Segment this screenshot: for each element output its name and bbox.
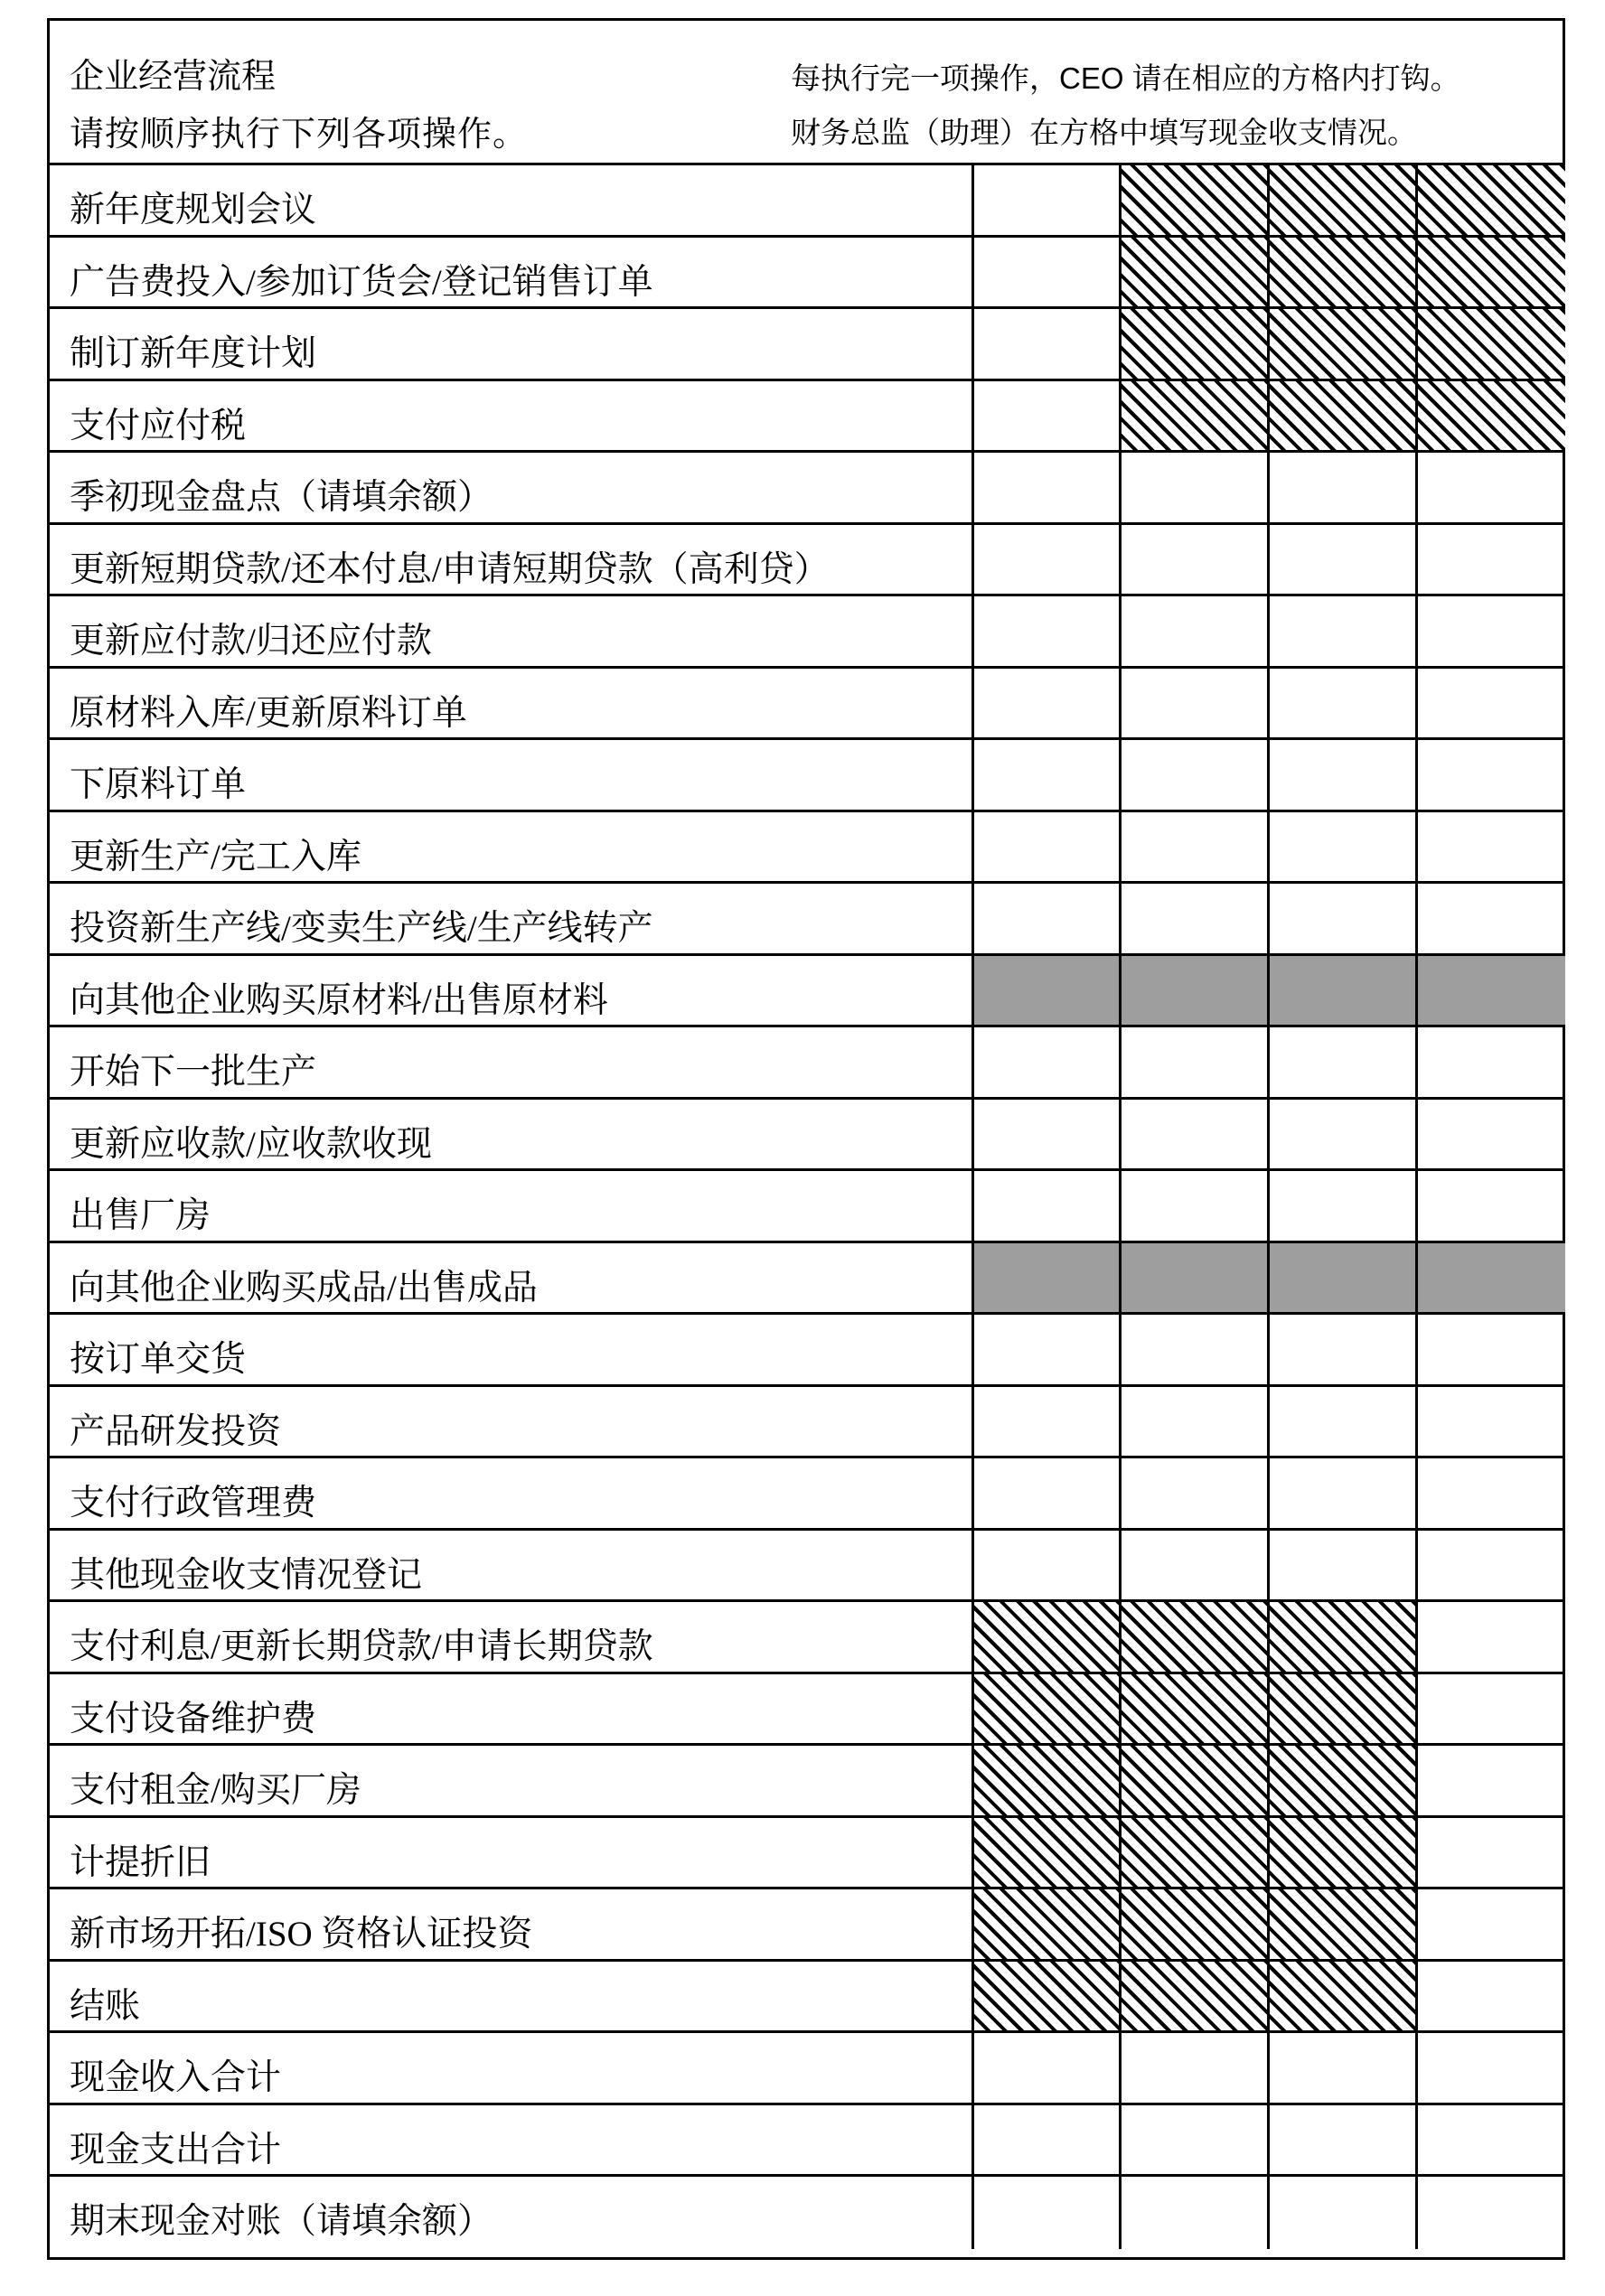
check-cell[interactable] (971, 884, 1119, 953)
hatched-cell (971, 1962, 1119, 2031)
check-cell[interactable] (1119, 2105, 1267, 2175)
shaded-cell (971, 956, 1119, 1026)
hatched-cell (1119, 238, 1267, 307)
check-cell[interactable] (971, 669, 1119, 738)
hatched-cell (1119, 1962, 1267, 2031)
check-cell[interactable] (1415, 525, 1565, 595)
operation-label: 新市场开拓/ISO 资格认证投资 (70, 1915, 533, 1954)
check-cell[interactable] (971, 2177, 1119, 2249)
hatched-cell (1119, 1818, 1267, 1888)
check-cell[interactable] (1267, 1387, 1415, 1457)
check-cell[interactable] (971, 1315, 1119, 1384)
hatched-cell (1119, 1674, 1267, 1744)
operation-label: 支付行政管理费 (70, 1484, 317, 1523)
check-cell[interactable] (1267, 669, 1415, 738)
check-cell[interactable] (1267, 1531, 1415, 1600)
hatched-cell (1267, 238, 1415, 307)
table-row (50, 1962, 1563, 2034)
table-row (50, 2105, 1563, 2178)
sheet-header (50, 21, 1563, 165)
check-cell[interactable] (1119, 525, 1267, 595)
check-cell[interactable] (1267, 2033, 1415, 2103)
hatched-cell (1119, 309, 1267, 379)
table-row (50, 1818, 1563, 1890)
check-cell[interactable] (971, 1100, 1119, 1169)
hatched-cell (1267, 165, 1415, 235)
check-cell[interactable] (1415, 1818, 1565, 1888)
operation-label: 出售厂房 (70, 1196, 211, 1235)
check-cell[interactable] (1415, 1889, 1565, 1959)
check-cell[interactable] (1415, 1962, 1565, 2031)
check-cell[interactable] (1415, 1746, 1565, 1815)
operation-label: 其他现金收支情况登记 (70, 1555, 423, 1595)
check-cell[interactable] (971, 381, 1119, 451)
check-cell[interactable] (1415, 1387, 1565, 1457)
check-cell[interactable] (1415, 596, 1565, 666)
table-row (50, 956, 1563, 1028)
check-cell[interactable] (1119, 2033, 1267, 2103)
operation-label: 支付利息/更新长期贷款/申请长期贷款 (70, 1627, 653, 1666)
check-cell[interactable] (1119, 453, 1267, 522)
shaded-cell (1267, 1243, 1415, 1313)
check-cell[interactable] (1119, 1171, 1267, 1241)
check-cell[interactable] (1415, 740, 1565, 810)
table-row (50, 1171, 1563, 1243)
operation-label: 下原料订单 (70, 765, 247, 804)
operation-label: 期末现金对账（请填余额） (70, 2202, 493, 2241)
check-cell[interactable] (1415, 1100, 1565, 1169)
table-row (50, 1602, 1563, 1674)
check-cell[interactable] (1267, 1458, 1415, 1528)
check-cell[interactable] (1119, 1387, 1267, 1457)
operation-label: 支付租金/购买厂房 (70, 1771, 361, 1810)
shaded-cell (1267, 956, 1415, 1026)
check-cell[interactable] (1267, 1315, 1415, 1384)
operations-checklist-sheet (47, 18, 1565, 2260)
check-cell[interactable] (1119, 1458, 1267, 1528)
check-cell[interactable] (1415, 453, 1565, 522)
table-row (50, 309, 1563, 381)
shaded-cell (971, 1243, 1119, 1313)
table-row (50, 2177, 1563, 2249)
check-cell[interactable] (1267, 812, 1415, 882)
check-cell[interactable] (1119, 1315, 1267, 1384)
operation-label: 向其他企业购买成品/出售成品 (70, 1268, 538, 1307)
hatched-cell (1267, 309, 1415, 379)
check-cell[interactable] (971, 1027, 1119, 1097)
operation-label: 支付应付税 (70, 406, 247, 445)
check-cell[interactable] (1415, 1315, 1565, 1384)
check-cell[interactable] (1267, 884, 1415, 953)
check-cell[interactable] (1267, 525, 1415, 595)
operation-label: 更新短期贷款/还本付息/申请短期贷款（高利贷） (70, 549, 830, 589)
check-cell[interactable] (1119, 1100, 1267, 1169)
check-cell[interactable] (971, 2105, 1119, 2175)
check-cell[interactable] (971, 596, 1119, 666)
check-cell[interactable] (1415, 1531, 1565, 1600)
hatched-cell (1267, 1962, 1415, 2031)
hatched-cell (1267, 1818, 1415, 1888)
check-cell[interactable] (1267, 740, 1415, 810)
table-row (50, 596, 1563, 669)
check-cell[interactable] (1267, 1100, 1415, 1169)
hatched-cell (1119, 165, 1267, 235)
table-row (50, 1531, 1563, 1603)
hatched-cell (971, 1674, 1119, 1744)
check-cell[interactable] (971, 1531, 1119, 1600)
table-row (50, 2033, 1563, 2105)
operation-label: 支付设备维护费 (70, 1699, 317, 1738)
hatched-cell (1119, 381, 1267, 451)
table-row (50, 1315, 1563, 1387)
check-cell[interactable] (971, 1458, 1119, 1528)
operation-label: 开始下一批生产 (70, 1053, 317, 1092)
operation-label: 结账 (70, 1986, 141, 2026)
operation-label: 更新应收款/应收款收现 (70, 1124, 432, 1164)
check-cell[interactable] (971, 525, 1119, 595)
instruction-ceo: 每执行完一项操作，CEO 请在相应的方格内打钩。 (791, 61, 1460, 95)
table-row (50, 1889, 1563, 1962)
operation-label: 更新应付款/归还应付款 (70, 622, 432, 661)
shaded-cell (1415, 1243, 1565, 1313)
check-cell[interactable] (1119, 596, 1267, 666)
hatched-cell (1267, 381, 1415, 451)
hatched-cell (1415, 238, 1565, 307)
instruction-cfo: 财务总监（助理）在方格中填写现金收支情况。 (791, 116, 1417, 149)
table-row (50, 165, 1563, 238)
check-cell[interactable] (1267, 1027, 1415, 1097)
hatched-cell (1267, 1602, 1415, 1672)
check-cell[interactable] (1415, 2105, 1565, 2175)
operation-label: 季初现金盘点（请填余额） (70, 478, 493, 517)
table-row (50, 1100, 1563, 1172)
operation-label: 制订新年度计划 (70, 334, 317, 373)
table-row (50, 1746, 1563, 1818)
check-cell[interactable] (1415, 812, 1565, 882)
check-cell[interactable] (1415, 1171, 1565, 1241)
check-cell[interactable] (1267, 2177, 1415, 2249)
hatched-cell (971, 1602, 1119, 1672)
operation-label: 现金支出合计 (70, 2130, 282, 2169)
check-cell[interactable] (1119, 1531, 1267, 1600)
check-cell[interactable] (1119, 884, 1267, 953)
shaded-cell (1119, 1243, 1267, 1313)
table-row (50, 812, 1563, 885)
check-cell[interactable] (1119, 740, 1267, 810)
hatched-cell (971, 1889, 1119, 1959)
check-cell[interactable] (1415, 1458, 1565, 1528)
check-cell[interactable] (971, 740, 1119, 810)
operation-label: 产品研发投资 (70, 1411, 282, 1451)
operation-label: 原材料入库/更新原料订单 (70, 693, 467, 733)
operation-label: 广告费投入/参加订货会/登记销售订单 (70, 262, 653, 302)
check-cell[interactable] (1415, 1602, 1565, 1672)
hatched-cell (1415, 309, 1565, 379)
table-row (50, 381, 1563, 454)
shaded-cell (1415, 956, 1565, 1026)
hatched-cell (1267, 1746, 1415, 1815)
operation-label: 计提折旧 (70, 1842, 211, 1882)
hatched-cell (1119, 1889, 1267, 1959)
hatched-cell (971, 1746, 1119, 1815)
operation-label: 现金收入合计 (70, 2058, 282, 2097)
check-cell[interactable] (1119, 669, 1267, 738)
hatched-cell (1267, 1889, 1415, 1959)
check-cell[interactable] (1267, 596, 1415, 666)
check-cell[interactable] (971, 1171, 1119, 1241)
check-cell[interactable] (971, 1387, 1119, 1457)
check-cell[interactable] (971, 453, 1119, 522)
hatched-cell (1267, 1674, 1415, 1744)
check-cell[interactable] (1267, 453, 1415, 522)
check-cell[interactable] (971, 2033, 1119, 2103)
check-cell[interactable] (1415, 2177, 1565, 2249)
check-cell[interactable] (971, 238, 1119, 307)
operation-label: 按订单交货 (70, 1340, 247, 1379)
table-row (50, 1387, 1563, 1459)
table-row (50, 740, 1563, 812)
hatched-cell (1119, 1746, 1267, 1815)
hatched-cell (1415, 381, 1565, 451)
check-cell[interactable] (1267, 1171, 1415, 1241)
check-cell[interactable] (971, 309, 1119, 379)
table-row (50, 1027, 1563, 1100)
table-row (50, 1458, 1563, 1531)
table-row (50, 884, 1563, 956)
hatched-cell (1415, 165, 1565, 235)
table-row (50, 669, 1563, 741)
check-cell[interactable] (971, 812, 1119, 882)
sheet-subtitle: 请按顺序执行下列各项操作。 (70, 116, 529, 154)
check-cell[interactable] (1119, 1027, 1267, 1097)
table-row (50, 1674, 1563, 1747)
check-cell[interactable] (1415, 1027, 1565, 1097)
operation-label: 更新生产/完工入库 (70, 837, 361, 876)
shaded-cell (1119, 956, 1267, 1026)
check-cell[interactable] (1415, 1674, 1565, 1744)
check-cell[interactable] (1415, 669, 1565, 738)
operation-label: 新年度规划会议 (70, 191, 317, 230)
table-row (50, 453, 1563, 525)
table-row (50, 1243, 1563, 1316)
hatched-cell (1119, 1602, 1267, 1672)
table-row (50, 525, 1563, 597)
check-cell[interactable] (1119, 812, 1267, 882)
check-cell[interactable] (971, 165, 1119, 235)
check-cell[interactable] (1267, 2105, 1415, 2175)
check-cell[interactable] (1119, 2177, 1267, 2249)
hatched-cell (971, 1818, 1119, 1888)
check-cell[interactable] (1415, 884, 1565, 953)
table-row (50, 238, 1563, 310)
operation-label: 向其他企业购买原材料/出售原材料 (70, 980, 608, 1020)
check-cell[interactable] (1415, 2033, 1565, 2103)
operation-label: 投资新生产线/变卖生产线/生产线转产 (70, 909, 653, 948)
sheet-title: 企业经营流程 (70, 58, 277, 96)
